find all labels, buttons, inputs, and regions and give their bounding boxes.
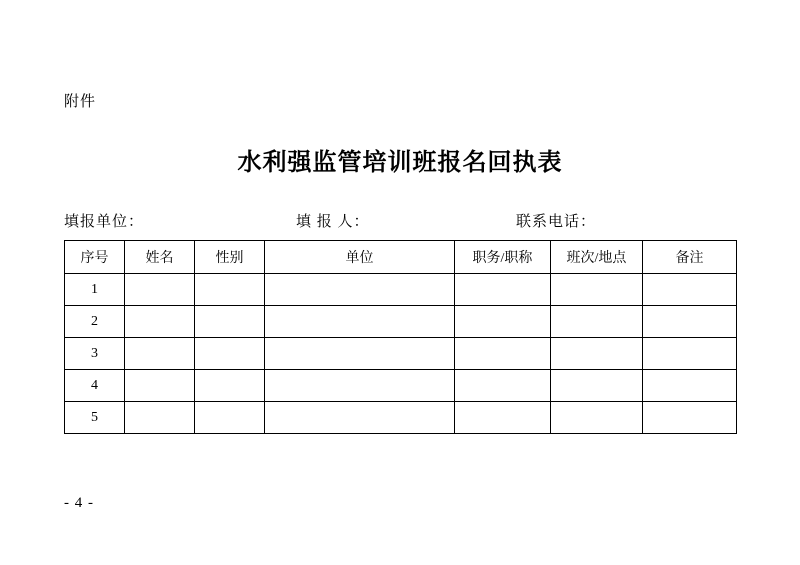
form-meta-row (64, 210, 736, 232)
cell-class[interactable] (551, 370, 643, 402)
cell-org[interactable] (265, 338, 455, 370)
cell-org[interactable] (265, 402, 455, 434)
page-number: - 4 - (64, 495, 94, 511)
table-header-row (65, 241, 737, 274)
table-header-cell-name: 姓名 (125, 241, 195, 274)
cell-class[interactable] (551, 274, 643, 306)
cell-name[interactable] (125, 274, 195, 306)
table-row (65, 306, 737, 338)
table-header-cell-class: 班次/地点 (551, 241, 643, 274)
table-header-cell-seq: 序号 (65, 241, 125, 274)
table-row (65, 274, 737, 306)
table-header-cell-title: 职务/职称 (455, 241, 551, 274)
cell-org[interactable] (265, 370, 455, 402)
cell-title[interactable] (455, 306, 551, 338)
contact-phone-label: 联系电话： (516, 214, 597, 230)
cell-title[interactable] (455, 370, 551, 402)
table-header-cell-org: 单位 (265, 241, 455, 274)
cell-name[interactable] (125, 370, 195, 402)
cell-seq: 2 (65, 306, 125, 338)
reporter-label: 填 报 人： (296, 214, 370, 230)
table-header-cell-gender: 性别 (195, 241, 265, 274)
cell-title[interactable] (455, 274, 551, 306)
cell-remark[interactable] (643, 370, 737, 402)
table-header-cell-remark: 备注 (643, 241, 737, 274)
reporting-unit-label: 填报单位： (64, 214, 145, 230)
cell-remark[interactable] (643, 306, 737, 338)
cell-org[interactable] (265, 274, 455, 306)
table-row (65, 338, 737, 370)
cell-seq: 3 (65, 338, 125, 370)
signup-table (64, 240, 737, 434)
cell-class[interactable] (551, 402, 643, 434)
attachment-label: 附件 (64, 94, 97, 110)
cell-gender[interactable] (195, 274, 265, 306)
cell-title[interactable] (455, 402, 551, 434)
cell-seq: 4 (65, 370, 125, 402)
cell-title[interactable] (455, 338, 551, 370)
cell-org[interactable] (265, 306, 455, 338)
table-row (65, 402, 737, 434)
cell-remark[interactable] (643, 274, 737, 306)
cell-remark[interactable] (643, 402, 737, 434)
cell-class[interactable] (551, 338, 643, 370)
cell-remark[interactable] (643, 338, 737, 370)
cell-name[interactable] (125, 402, 195, 434)
cell-gender[interactable] (195, 338, 265, 370)
cell-gender[interactable] (195, 402, 265, 434)
cell-name[interactable] (125, 306, 195, 338)
cell-seq: 1 (65, 274, 125, 306)
cell-gender[interactable] (195, 306, 265, 338)
cell-name[interactable] (125, 338, 195, 370)
table-row (65, 370, 737, 402)
cell-class[interactable] (551, 306, 643, 338)
page-title: 水利强监管培训班报名回执表 (237, 150, 563, 176)
cell-gender[interactable] (195, 370, 265, 402)
cell-seq: 5 (65, 402, 125, 434)
